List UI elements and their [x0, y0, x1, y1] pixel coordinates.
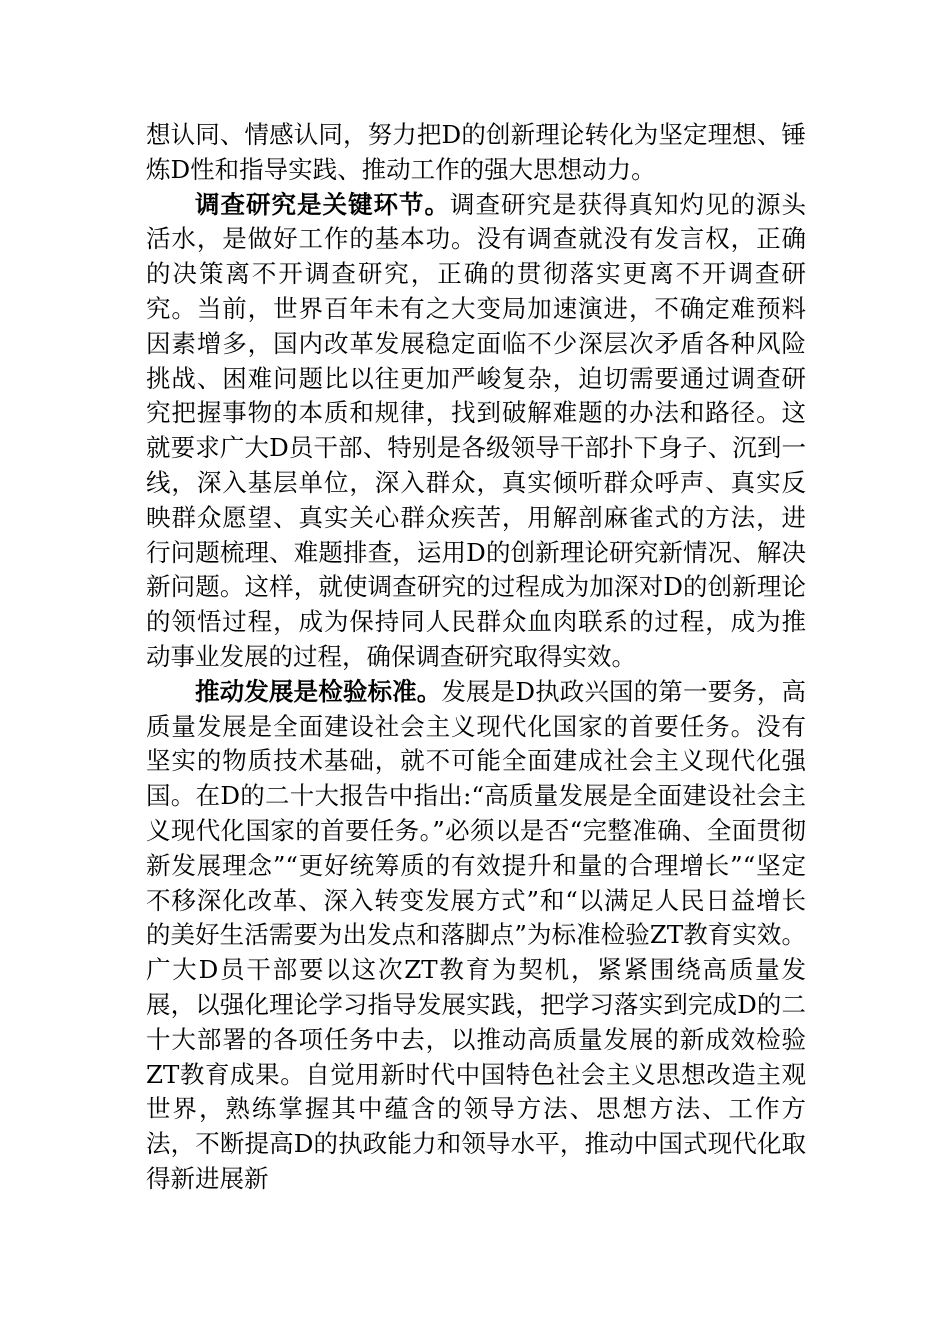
paragraph-continuation [146, 118, 806, 188]
paragraph-heading: 推动发展是检验标准。 [195, 676, 442, 706]
paragraph-investigation-research [146, 188, 806, 675]
paragraph-body: 想认同、情感认同，努力把D的创新理论转化为坚定理想、锤炼D性和指导实践、推动工作的强大思想动力。 [146, 120, 806, 184]
document-page [146, 118, 806, 1197]
paragraph-promote-development [146, 675, 806, 1197]
paragraph-body: 发展是D执政兴国的第一要务，高质量发展是全面建设社会主义现代化国家的首要任务。没有坚实的物质技术基础，就不可能全面建成社会主义现代化强国。在D的二十大报告中指出:“高质量发展是全面建设社会主义现代化国家的首要任务。”必须以是否“完整准确、全面贯彻新发展理念”“更好统筹质的有效提升和量的合理增长”“坚定不移深化改革、深入转变发展方式”和“以满足人民日益增长的美好生活需要为出发点和落脚点”为标准检验ZT教育实效。广大D员干部要以这次ZT教育为契机，紧紧围绕高质量发展，以强化理论学习指导发展实践，把学习落实到完成D的二十大部署的各项任务中去，以推动高质量发展的新成效检验ZT教育成果。自觉用新时代中国特色社会主义思想改造主观世界，熟练掌握其中蕴含的领导方法、思想方法、工作方法，不断提高D的执政能力和领导水平，推动中国式现代化取得新进展新 [146, 676, 806, 1193]
paragraph-heading: 调查研究是关键环节。 [195, 189, 450, 219]
paragraph-body: 调查研究是获得真知灼见的源头活水，是做好工作的基本功。没有调查就没有发言权，正确的决策离不开调查研究，正确的贯彻落实更离不开调查研究。当前，世界百年未有之大变局加速演进，不确定难预料因素增多，国内改革发展稳定面临不少深层次矛盾各种风险挑战、困难问题比以往更加严峻复杂，迫切需要通过调查研究把握事物的本质和规律，找到破解难题的办法和路径。这就要求广大D员干部、特别是各级领导干部扑下身子、沉到一线，深入基层单位，深入群众，真实倾听群众呼声、真实反映群众愿望、真实关心群众疾苦，用解剖麻雀式的方法，进行问题梳理、难题排查，运用D的创新理论研究新情况、解决新问题。这样，就使调查研究的过程成为加深对D的创新理论的领悟过程，成为保持同人民群众血肉联系的过程，成为推动事业发展的过程，确保调查研究取得实效。 [146, 189, 806, 671]
